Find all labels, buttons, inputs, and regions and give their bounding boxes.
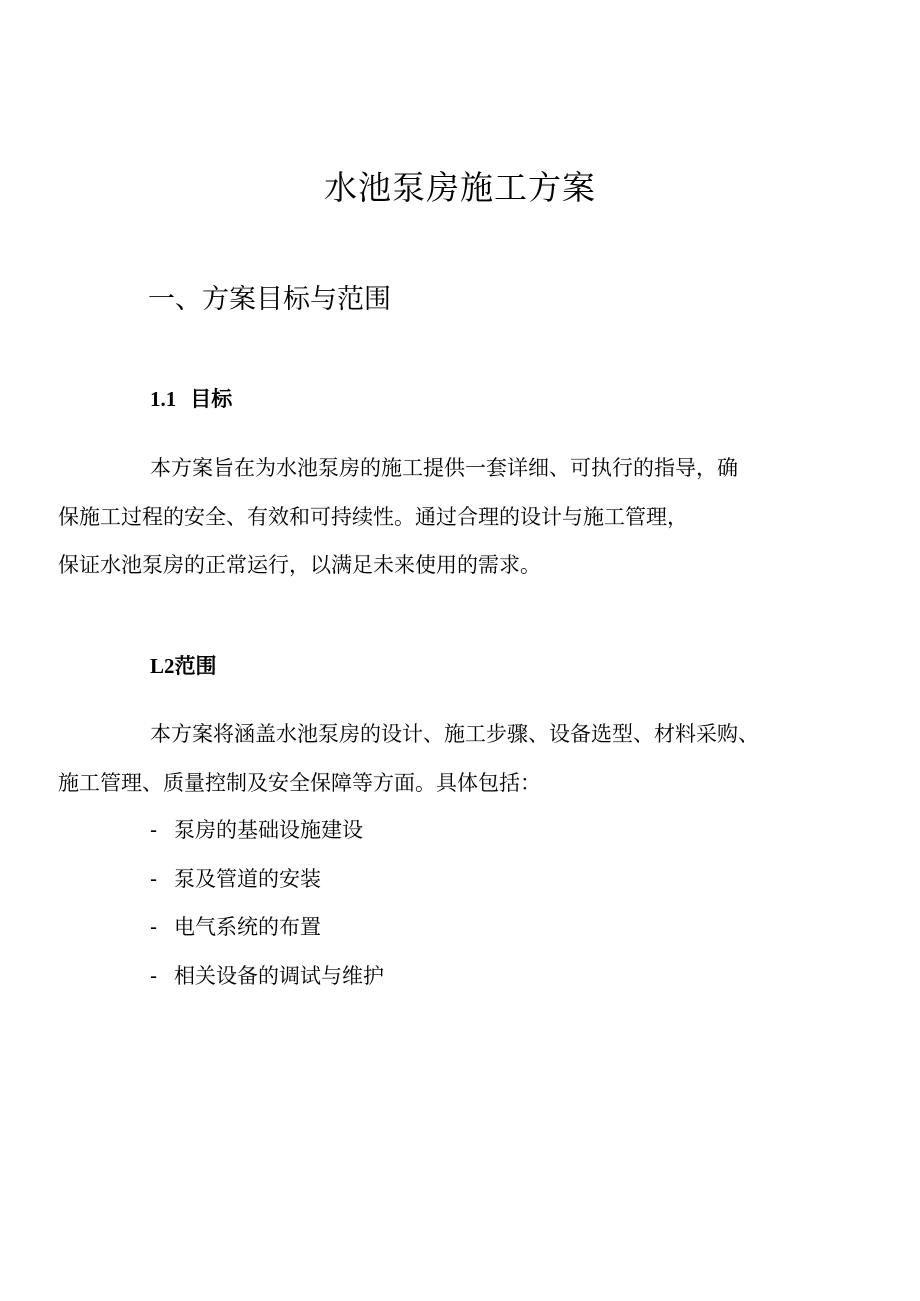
list-dash: - <box>150 915 158 939</box>
subsection-heading-scope <box>150 651 217 681</box>
subsection-number: L2 <box>150 654 175 678</box>
list-item <box>150 903 384 952</box>
goal-paragraph <box>58 444 824 590</box>
list-item-text: 相关设备的调试与维护 <box>174 963 384 988</box>
paragraph-line: 保施工过程的安全、有效和可持续性。通过合理的设计与施工管理， <box>58 504 688 529</box>
list-dash: - <box>150 963 158 988</box>
list-dash: - <box>150 866 158 891</box>
list-item <box>150 952 384 1001</box>
subsection-number: 1.1 <box>150 387 177 411</box>
paragraph-line: 本方案旨在为水池泵房的施工提供一套详细、可执行的指导，确 <box>150 456 738 480</box>
list-item <box>150 806 384 855</box>
section-heading: 一、方案目标与范围 <box>148 284 391 315</box>
paragraph-line: 保证水池泵房的正常运行，以满足未来使用的需求。 <box>58 553 541 577</box>
list-item-text: 电气系统的布置 <box>174 915 321 939</box>
list-item-text: 泵及管道的安装 <box>174 866 321 891</box>
scope-paragraph <box>58 710 824 807</box>
paragraph-line: 本方案将涵盖水池泵房的设计、施工步骤、设备选型、材料采购、 <box>150 722 759 746</box>
list-dash: - <box>150 818 158 842</box>
paragraph-line: 施工管理、质量控制及安全保障等方面。具体包括： <box>58 770 541 795</box>
subsection-label: 范围 <box>174 654 217 678</box>
subsection-heading-goal <box>150 384 232 414</box>
scope-list <box>150 806 384 1000</box>
subsection-label: 目标 <box>190 387 233 411</box>
document-title: 水池泵房施工方案 <box>324 168 596 207</box>
list-item <box>150 855 384 904</box>
list-item-text: 泵房的基础设施建设 <box>174 818 363 842</box>
